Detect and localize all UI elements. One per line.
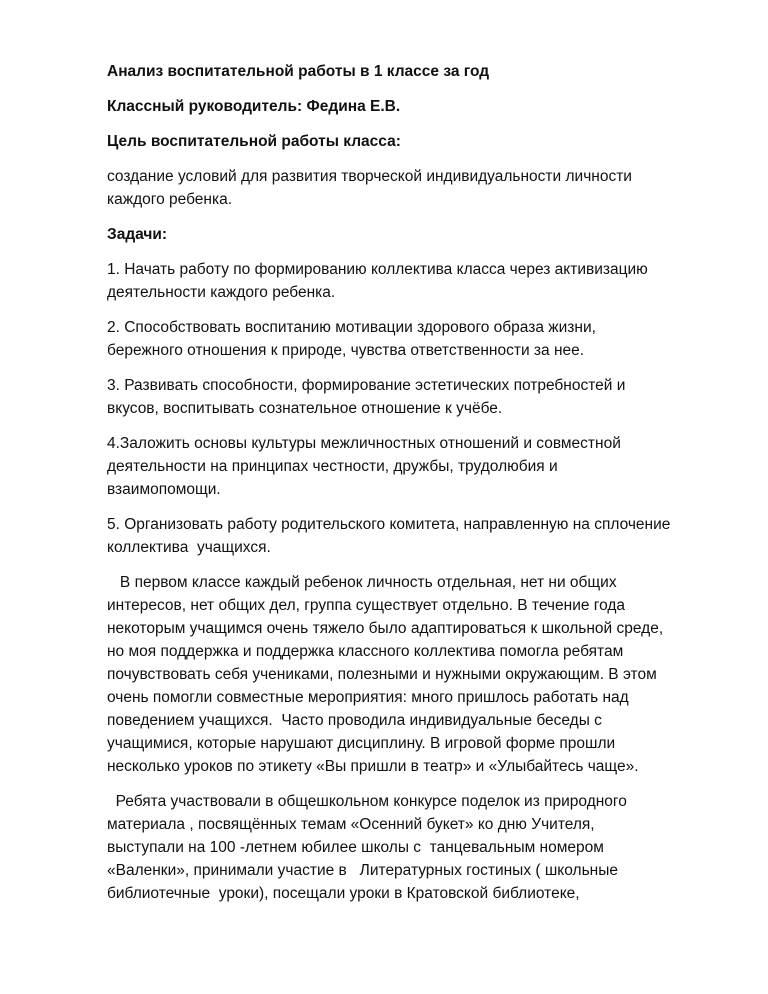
task-line: деятельности на принципах честности, дружбы, трудолюбия и (107, 458, 558, 475)
task-item-1 (107, 258, 727, 304)
goal-heading (107, 130, 727, 153)
body-line: но моя поддержка и поддержка классного коллектива помогла ребятам (107, 643, 624, 660)
task-line: 1. Начать работу по формированию коллектива класса через активизацию (107, 261, 648, 278)
body-line: библиотечные уроки), посещали уроки в Кратовской библиотеке, (107, 885, 580, 902)
body-line: поведением учащихся. Часто проводила индивидуальные беседы с (107, 712, 602, 729)
task-line: 3. Развивать способности, формирование эстетических потребностей и (107, 377, 626, 394)
body-line: учащимися, которые нарушают дисциплину. В игровой форме прошли (107, 735, 616, 752)
teacher-line (107, 95, 727, 118)
body-line: материала , посвящённых темам «Осенний букет» ко дню Учителя, (107, 816, 595, 833)
task-item-3 (107, 374, 727, 420)
body-line: Ребята участвовали в общешкольном конкурсе поделок из природного (107, 793, 627, 810)
body-line: некоторым учащимся очень тяжело было адаптироваться к школьной среде, (107, 620, 664, 637)
task-line: 4.Заложить основы культуры межличностных отношений и совместной (107, 435, 621, 452)
body-line: несколько уроков по этикету «Вы пришли в театр» и «Улыбайтесь чаще». (107, 758, 639, 775)
task-line: взаимопомощи. (107, 481, 221, 498)
body-paragraph-1 (107, 571, 727, 778)
tasks-heading-text: Задачи: (107, 226, 168, 243)
goal-line: создание условий для развития творческой индивидуальности личности (107, 168, 632, 185)
body-line: очень помогли совместные мероприятия: много пришлось работать над (107, 689, 629, 706)
body-line: почувствовать себя учениками, полезными и нужными окружающим. В этом (107, 666, 657, 683)
body-line: В первом классе каждый ребенок личность отдельная, нет ни общих (107, 574, 617, 591)
task-item-2 (107, 316, 727, 362)
task-line: бережного отношения к природе, чувства ответственности за нее. (107, 342, 585, 359)
title-line: Анализ воспитательной работы в 1 классе за год (107, 63, 490, 80)
task-line: 5. Организовать работу родительского комитета, направленную на сплочение (107, 516, 671, 533)
body-paragraph-2 (107, 790, 727, 905)
task-line: 2. Способствовать воспитанию мотивации здорового образа жизни, (107, 319, 596, 336)
task-line: вкусов, воспитывать сознательное отношение к учёбе. (107, 400, 503, 417)
document-title (107, 60, 727, 83)
goal-heading-text: Цель воспитательной работы класса: (107, 133, 401, 150)
body-line: интересов, нет общих дел, группа существует отдельно. В течение года (107, 597, 626, 614)
task-line: коллектива учащихся. (107, 539, 271, 556)
document-page (107, 60, 727, 917)
goal-paragraph (107, 165, 727, 211)
task-item-5 (107, 513, 727, 559)
task-item-4 (107, 432, 727, 501)
task-line: деятельности каждого ребенка. (107, 284, 336, 301)
tasks-heading (107, 223, 727, 246)
body-line: выступали на 100 -летнем юбилее школы с танцевальным номером (107, 839, 604, 856)
teacher-text: Классный руководитель: Федина Е.В. (107, 98, 401, 115)
goal-line: каждого ребенка. (107, 191, 233, 208)
body-line: «Валенки», принимали участие в Литературных гостиных ( школьные (107, 862, 618, 879)
